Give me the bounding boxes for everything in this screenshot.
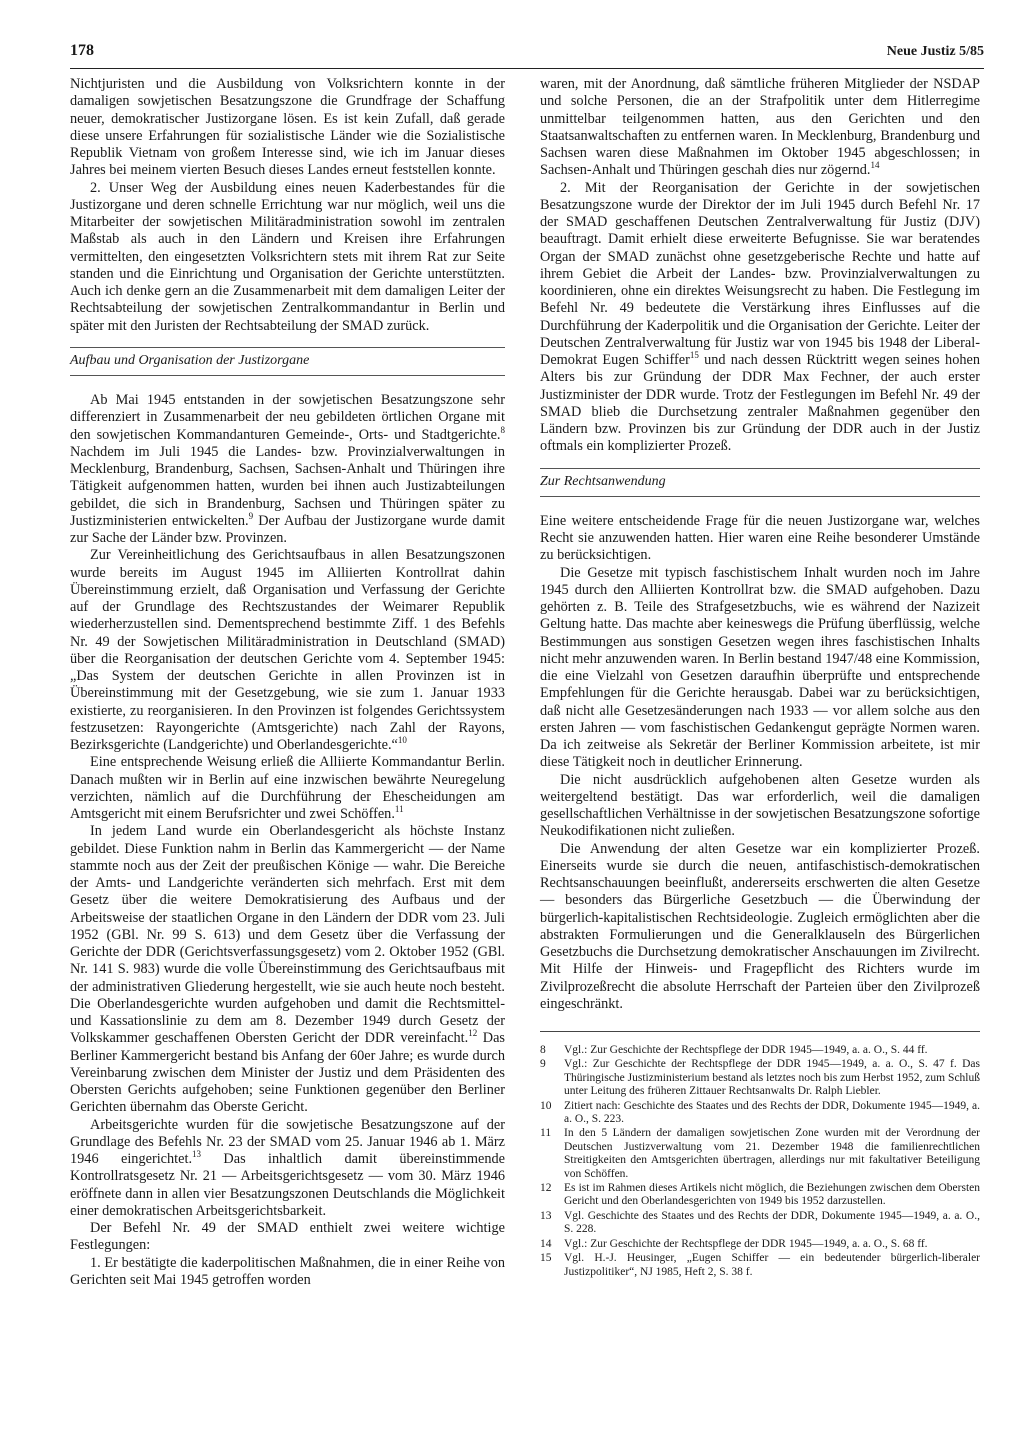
footnote-text: Vgl.: Zur Geschichte der Rechtspflege der DDR 1945—1949, a. a. O., S. 44 ff. xyxy=(564,1044,928,1056)
page-header xyxy=(70,38,984,69)
paragraph: Arbeitsgerichte wurden für die sowjetische Besatzungszone auf der Grundlage des Befehls Nr. 23 der SMAD vom 25. Januar 1946 ab 1. März 1946 eingerichtet.$^{13}$ Das inhaltlich damit übereinstimmende Kontrollratsgesetz Nr. 21 — Arbeitsgerichtsgesetz — vom 30. März 1946 eröffnete dann in allen vier Besatzungszonen Deutschlands die Möglichkeit einer demokratischen Arbeitsgerichtsbarkeit. xyxy=(70,1116,505,1219)
footnote xyxy=(540,1238,980,1251)
left-column xyxy=(70,76,505,1289)
footnote-number: 11 xyxy=(540,1127,552,1140)
footnote-text: Zitiert nach: Geschichte des Staates und des Rechts der DDR, Dokumente 1945—1949, a. a. O., S. 223. xyxy=(564,1099,980,1126)
paragraph: 1. Er bestätigte die kaderpolitischen Maßnahmen, die in einer Reihe von Gerichten seit Mai 1945 getroffen worden xyxy=(70,1254,505,1288)
footnote-ref: 12 xyxy=(468,1028,478,1039)
paragraph: Zur Vereinheitlichung des Gerichtsaufbaus in allen Besatzungszonen wurde bereits im August 1945 im Alliierten Kontrollrat dahin Übereinstimmung erzielt, daß Organisation und Verfassung der Gerichte auf der Grundlage des Rechtszustandes der Weimarer Republik wiederherzustellen sind. Dementsprechend bestimmte Ziff. 1 des Befehls Nr. 49 der Sowjetischen Militäradministration in Deutschland (SMAD) über die Reorganisation der deutschen Gerichte vom 4. September 1945: „Das System der deutschen Gerichte in allen Provinzen ist in Übereinstimmung mit der Gesetzgebung, wie sie zum 1. Januar 1933 existierte, zu reorganisieren. In den Provinzen ist folgendes Gerichtssystem festzusetzen: Rayongerichte (Amtsgerichte) nach Zahl der Rayons, Bezirksgerichte (Landgerichte) und Oberlandesgerichte.“$^{10}$ xyxy=(70,547,505,753)
footnote-number: 9 xyxy=(540,1058,546,1071)
footnote-number: 13 xyxy=(540,1209,552,1222)
section-heading: Zur Rechtsanwendung xyxy=(540,468,980,497)
paragraph: Die nicht ausdrücklich aufgehobenen alten Gesetze wurden als weitergeltend bestätigt. Das war erforderlich, weil die damaligen gesellschaftlichen Verhältnisse in der sowjetischen Besatzungszone sofortige Neukodifikationen nicht zuließen. xyxy=(540,771,980,840)
paragraph: In jedem Land wurde ein Oberlandesgericht als höchste Instanz gebildet. Diese Funktion nahm in Berlin das Kammergericht — der Name stammte noch aus der Zeit der preußischen Könige — wahr. Die Bereiche der Amts- und Landgerichte veränderten sich mehrfach. Erst mit dem Gesetz über die weitere Demokratisierung des Aufbaus und der Arbeitsweise der staatlichen Organe in den Ländern der DDR vom 23. Juli 1952 (GBl. Nr. 99 S. 613) und dem Gesetz über die Verfassung der Gerichte der DDR (Gerichtsverfassungsgesetz) vom 2. Oktober 1952 (GBl. Nr. 141 S. 983) wurde die volle Übereinstimmung des Gerichtsaufbaus mit der administrativen Gliederung hergestellt, wie sie auch heute noch besteht. Die Oberlandesgerichte wurden aufgehoben und damit die Rechtsmittel- und Kassationslinie zu dem am 8. Dezember 1949 durch Gesetz der Volkskammer geschaffenen Obersten Gericht der DDR vereinfacht.$^{12}$ Das Berliner Kammergericht bestand bis Anfang der 60er Jahre; es wurde durch Vereinbarung zwischen dem Minister der Justiz und dem Präsidenten des Obersten Gerichts aufgehoben; seine Funktionen gegenüber den Berliner Gerichten übernahm das Oberste Gericht. xyxy=(70,823,505,1116)
section-heading: Aufbau und Organisation der Justizorgane xyxy=(70,347,505,376)
footnote xyxy=(540,1058,980,1098)
footnote-ref: 11 xyxy=(394,804,404,815)
footnote-number: 14 xyxy=(540,1237,552,1250)
footnotes xyxy=(540,1044,980,1279)
footnote-text: Vgl. Geschichte des Staates und des Rechts der DDR, Dokumente 1945—1949, a. a. O., S. 228. xyxy=(564,1209,980,1236)
paragraph: 2. Mit der Reorganisation der Gerichte in der sowjetischen Besatzungszone wurde der Direktor der im Juli 1945 durch Befehl Nr. 17 der SMAD geschaffenen Deutschen Zentralverwaltung für Justiz (DJV) beauftragt. Damit erhielt diese erweiterte Befugnisse. Sie war beratendes Organ der SMAD zunächst ohne gesetzgeberische Rechte und hatte auf ihrem Gebiet die Arbeit der Landes- bzw. Provinzialverwaltungen zu koordinieren, ohne ein direktes Weisungsrecht zu haben. Die Festlegung im Befehl Nr. 49 bedeutete die Verstärkung ihres Einflusses auf die Durchführung der Kaderpolitik und die Organisation der Gerichte. Leiter der Deutschen Zentralverwaltung für Justiz war von 1945 bis 1948 der Liberal-Demokrat Eugen Schiffer$^{15}$ und nach dessen Rücktritt wegen seines hohen Alters bis zur Gründung der DDR Max Fechner, der auch erster Justizminister der DDR wurde. Trotz der Festlegungen im Befehl Nr. 49 der SMAD blieb die Durchsetzung zentraler Maßnahmen gegenüber den Ländern bzw. Provinzen bis zur Gründung der DDR auch in der Justiz oftmals ein komplizierter Prozeß. xyxy=(540,179,980,455)
footnote-number: 10 xyxy=(540,1099,552,1112)
paragraph: Die Gesetze mit typisch faschistischem Inhalt wurden noch im Jahre 1945 durch den Alliierten Kontrollrat bzw. die SMAD aufgehoben. Dazu gehörten z. B. Teile des Strafgesetzbuchs, wie es während der Nazizeit Geltung hatte. Das machte aber keineswegs die Prüfung überflüssig, welche Bestimmungen aus sonstigen Gesetzen wegen ihres faschistischen Inhalts nicht mehr anzuwenden waren. In Berlin bestand 1947/48 eine Kommission, die eine Vielzahl von Gesetzen daraufhin überprüfte und entsprechende Empfehlungen für die Gerichte herausgab. Dabei war zu berücksichtigen, daß nicht alle Gesetzesänderungen nach 1933 — vor allem solche aus den ersten Jahren — vom faschistischen Gedankengut geprägte Normen waren. Da ich zeitweise als Sekretär der Berliner Kommission arbeitete, ist mir diese Tätigkeit noch in deutlicher Erinnerung. xyxy=(540,564,980,771)
paragraph: Der Befehl Nr. 49 der SMAD enthielt zwei weitere wichtige Festlegungen: xyxy=(70,1220,505,1254)
footnote-text: In den 5 Ländern der damaligen sowjetischen Zone wurden mit der Verordnung der Deutschen Justizverwaltung vom 21. Dezember 1948 die familienrechtlichen Streitigkeiten den Amtsgerichten übertragen, allerdings nur mit fakultativer Beteiligung von Schöffen. xyxy=(564,1127,980,1180)
footnote-ref: 8 xyxy=(500,424,505,435)
paragraph: 2. Unser Weg der Ausbildung eines neuen Kaderbestandes für die Justizorgane und deren schnelle Errichtung war nur möglich, weil uns die Mitarbeiter der sowjetischen Militäradministration sowohl im zentralen Maßstab als auch in den Ländern und Kreisen ihre Erfahrungen vermittelten, den eingesetzten Volksrichtern stets mit ihrem Rat zur Seite standen und die Einrichtung und Organisation der Gerichte unterstützten. Auch ich denke gern an die Zusammenarbeit mit dem damaligen Leiter der Rechtsabteilung der sowjetischen Zentralkommandantur in Berlin und später mit den Juristen der Rechtsabteilung der SMAD zurück. xyxy=(70,179,505,334)
footnote xyxy=(540,1252,980,1279)
paragraph: waren, mit der Anordnung, daß sämtliche früheren Mitglieder der NSDAP und solche Personen, die an der Strafpolitik unter dem Hitlerregime unmittelbar teilgenommen hatten, aus den Gerichten und den Staatsanwaltschaften zu entfernen waren. In Mecklenburg, Brandenburg und Sachsen waren diese Maßnahmen im Oktober 1945 abgeschlossen; in Sachsen-Anhalt und Thüringen geschah dies nur zögernd.$^{14}$ xyxy=(540,76,980,179)
page-number: 178 xyxy=(70,42,94,59)
footnote-ref: 9 xyxy=(248,510,254,521)
footnote-text: Vgl.: Zur Geschichte der Rechtspflege der DDR 1945—1949, a. a. O., S. 47 f. Das Thüringische Justizministerium bestand als letztes noch bis zum Herbst 1952, zum Schluß unter Leitung des früheren Zittauer Rechtsanwalts Dr. Ralph Liebler. xyxy=(564,1058,980,1098)
journal-title: Neue Justiz 5/85 xyxy=(886,44,984,59)
footnote xyxy=(540,1100,980,1127)
paragraph: Ab Mai 1945 entstanden in der sowjetischen Besatzungszone sehr differenziert in Zusammenarbeit der neu gebildeten örtlichen Organe mit den sowjetischen Kommandanturen Gemeinde-, Orts- und Stadtgerichte.$^8$ Nachdem im Juli 1945 die Landes- bzw. Provinzialverwaltungen in Mecklenburg, Brandenburg, Sachsen, Sachsen-Anhalt und Thüringen ihre Tätigkeit aufgenommen hatten, wurden bei ihnen auch Justizabteilungen gebildet, die sich in Brandenburg, Sachsen und Thüringen später zu Justizministerien entwickelten.$^9$ Der Aufbau der Justizorgane wurde damit zur Sache der Länder bzw. Provinzen. xyxy=(70,392,505,546)
footnote-ref: 15 xyxy=(689,350,699,361)
footnote-ref: 13 xyxy=(192,1149,202,1160)
footnote xyxy=(540,1044,980,1057)
paragraph: Nichtjuristen und die Ausbildung von Volksrichtern konnte in der damaligen sowjetischen Besatzungszone die Grundfrage der Schaffung neuer, demokratischer Justizorgane lösen. Es ist kein Zufall, daß gerade diese unsere Erfahrungen für sozialistische Länder wie die Sozialistische Republik Vietnam von großem Interesse sind, wie ich im Januar dieses Jahres bei meinem vierten Besuch dieses Landes erneut feststellen konnte. xyxy=(70,76,505,179)
footnote-text: Vgl. H.-J. Heusinger, „Eugen Schiffer — ein bedeutender bürgerlich-liberaler Justizpolitiker“, NJ 1985, Heft 2, S. 38 f. xyxy=(564,1252,980,1278)
paragraph: Eine entsprechende Weisung erließ die Alliierte Kommandantur Berlin. Danach mußten wir in Berlin auf eine inzwischen bewährte Neuregelung verzichten, nämlich auf die Durchführung der Ehescheidungen am Amtsgericht mit einem Berufsrichter und zwei Schöffen.$^{11}$ xyxy=(70,754,505,822)
footnote xyxy=(540,1182,980,1209)
footnote xyxy=(540,1210,980,1237)
right-column xyxy=(540,76,980,1280)
footnote-text: Vgl.: Zur Geschichte der Rechtspflege der DDR 1945—1949, a. a. O., S. 68 ff. xyxy=(564,1237,928,1250)
footnote-number: 12 xyxy=(540,1182,552,1195)
footnote-text: Es ist im Rahmen dieses Artikels nicht möglich, die Beziehungen zwischen dem Obersten Gericht und den Oberlandesgerichten von 1949 bis 1952 darzustellen. xyxy=(564,1182,980,1208)
footnote-divider xyxy=(540,1031,980,1032)
footnote-ref: 14 xyxy=(870,160,880,171)
footnote-number: 15 xyxy=(540,1252,552,1265)
footnote xyxy=(540,1127,980,1181)
footnote-number: 8 xyxy=(540,1044,546,1056)
paragraph: Eine weitere entscheidende Frage für die neuen Justizorgane war, welches Recht sie anzuwenden hatten. Hier waren eine Reihe besonderer Umstände zu berücksichtigen. xyxy=(540,512,980,564)
footnote-ref: 10 xyxy=(397,735,407,746)
paragraph: Die Anwendung der alten Gesetze war ein komplizierter Prozeß. Einerseits wurde sie durch die neuen, antifaschistisch-demokratischen Rechtsanschauungen beeinflußt, andererseits erschwerten die alten Gesetze — besonders das Bürgerliche Gesetzbuch — die Überwindung der bürgerlich-kapitalistischen Rechtsideologie. Zugleich ermöglichten aber die abstrakten Formulierungen und die Generalklauseln des Bürgerlichen Gesetzbuchs die Durchsetzung demokratischer Anschauungen im Zivilrecht. Mit Hilfe der Hinweis- und Fragepflicht des Richters wurde im Zivilprozeßrecht die absolute Herrschaft der Parteien über den Zivilprozeß eingeschränkt. xyxy=(540,840,980,1012)
